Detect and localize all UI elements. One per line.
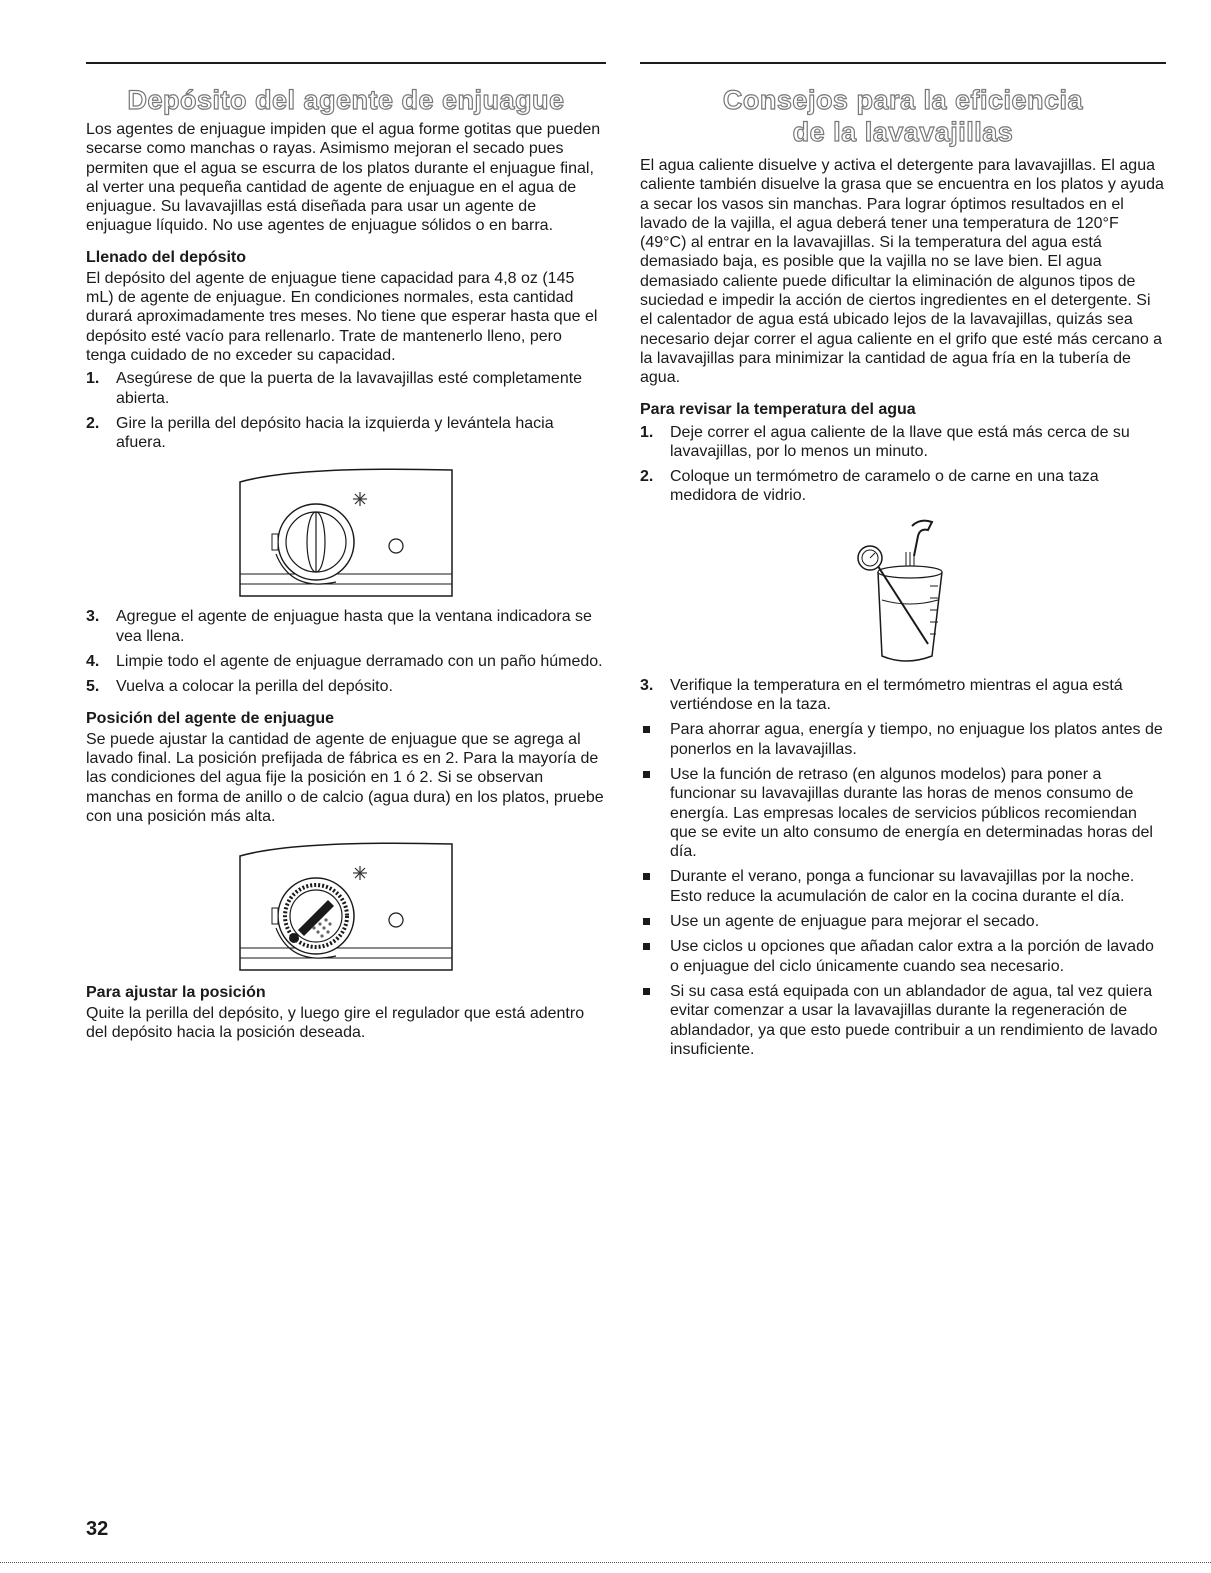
list-item: Use un agente de enjuague para mejorar el secado.: [640, 912, 1166, 931]
section-title: Depósito del agente de enjuague: [127, 85, 565, 115]
rinse-aid-setting-illustration: [236, 836, 456, 971]
intro-paragraph: Los agentes de enjuague impiden que el agua forme gotitas que pueden secarse como manchas o rayas. Asimismo mejoran el secado pues permiten que el agua se escurra de los platos durante el enjuague final, al verter una pequeña cantidad de agente de enjuague en el agua de enjuague. Su lavavajillas está diseñada para usar un agente de enjuague líquido. No use agentes de enjuague sólidos o en barra.: [86, 121, 601, 235]
page-number: 32: [86, 1518, 109, 1540]
steps-list-continued: [640, 676, 1166, 715]
right-column: [640, 62, 1166, 1065]
bullet-icon: [643, 771, 650, 778]
intro-paragraph: El agua caliente disuelve y activa el detergente para lavavajillas. El agua caliente también disuelve la grasa que se encuentra en los platos y ayuda a secar los vasos sin manchas. Para lograr óptimos resultados en el lavado de la vajilla, el agua deberá tener una temperatura de 120°F (49°C) al entrar en la lavavajillas. Si la temperatura del agua está demasiado baja, es posible que la vajilla no se lave bien. El agua demasiado caliente puede dificultar la eliminación de algunos tipos de suciedad e impedir la acción de ciertos ingredientes en el detergente. Si el calentador de agua está ubicado lejos de la lavavajillas, quizás sea necesario dejar correr el agua caliente en el grifo que esté más cercano a la lavavajillas para minimizar la cantidad de agua fría en la tubería de agua.: [640, 157, 1164, 387]
list-item: 1. Deje correr el agua caliente de la llave que está más cerca de su lavavajillas, por lo menos un minuto.: [640, 423, 1130, 460]
temperature-heading: Para revisar la temperatura del agua: [640, 400, 916, 418]
list-item: 3. Agregue el agente de enjuague hasta que la ventana indicadora se vea llena.: [86, 608, 592, 645]
steps-list: [86, 369, 606, 452]
list-item: 4. Limpie todo el agente de enjuague derramado con un paño húmedo.: [86, 653, 603, 671]
left-column: [86, 62, 606, 1043]
fill-paragraph: El depósito del agente de enjuague tiene capacidad para 4,8 oz (145 mL) de agente de enjuague. En condiciones normales, esta cantidad durará aproximadamente tres meses. No tiene que esperar hasta que el depósito esté vacío para rellenarlo. Trate de mantenerlo lleno, pero tenga cuidado de no exceder su capacidad.: [86, 269, 598, 364]
section-title: [640, 84, 1166, 148]
tips-list: [640, 720, 1166, 1059]
fill-heading: Llenado del depósito: [86, 248, 247, 266]
bullet-icon: [643, 873, 650, 880]
list-item: 1. Asegúrese de que la puerta de la lavavajillas esté completamente abierta.: [86, 370, 583, 407]
steps-list-continued: [86, 607, 606, 696]
setting-heading: Posición del agente de enjuague: [86, 709, 335, 727]
bullet-icon: [643, 918, 650, 925]
thermometer-cup-illustration: [848, 516, 958, 666]
page-bottom-rule: [0, 1562, 1211, 1563]
list-item: 2. Gire la perilla del depósito hacia la izquierda y levántela hacia afuera.: [86, 414, 554, 452]
title-line: Consejos para la eficiencia: [722, 85, 1084, 115]
list-item: Si su casa está equipada con un ablandador de agua, tal vez quiera evitar comenzar a usar la lavavajillas durante la regeneración de ablandador, ya que esto puede contribuir a un rendimiento de lavado insuficiente.: [640, 982, 1166, 1059]
setting-paragraph: Se puede ajustar la cantidad de agente de enjuague que se agrega al lavado final. La posición prefijada de fábrica es en 2. Para la mayoría de las condiciones del agua fije la posición en 1 ó 2. Si se observan manchas en forma de anillo o de calcio (agua dura) en los platos, pruebe con una posición más alta.: [86, 730, 604, 825]
bullet-icon: [643, 943, 650, 950]
list-item: 3. Verifique la temperatura en el termómetro mientras el agua está vertiéndose en la taza.: [640, 676, 1123, 714]
list-item: Durante el verano, ponga a funcionar su lavavajillas por la noche. Esto reduce la acumulación de calor en la cocina durante el día.: [640, 867, 1166, 906]
list-item: 2. Coloque un termómetro de caramelo o de carne en una taza medidora de vidrio.: [640, 468, 1099, 505]
list-item: Use la función de retraso (en algunos modelos) para poner a funcionar su lavavajillas durante las horas de menos consumo de energía. Las empresas locales de servicios públicos recomiendan que se evite un alto consumo de energía en determinadas horas del día.: [640, 765, 1166, 861]
adjust-paragraph: Quite la perilla del depósito, y luego gire el regulador que está adentro del depósito hacia la posición deseada.: [86, 1005, 585, 1042]
list-item: Use ciclos u opciones que añadan calor extra a la porción de lavado o enjuague del ciclo únicamente cuando sea necesario.: [640, 937, 1166, 976]
adjust-heading: Para ajustar la posición: [86, 984, 266, 1002]
dispenser-cap-illustration: [236, 462, 456, 597]
steps-list: [640, 423, 1166, 506]
list-item: 5. Vuelva a colocar la perilla del depósito.: [86, 678, 393, 696]
list-item: Para ahorrar agua, energía y tiempo, no enjuague los platos antes de ponerlos en la lavavajillas.: [640, 720, 1166, 759]
bullet-icon: [643, 988, 650, 995]
bullet-icon: [643, 726, 650, 733]
title-line: de la lavavajillas: [792, 117, 1014, 147]
section-rule: [640, 62, 1166, 64]
section-rule: [86, 62, 606, 64]
